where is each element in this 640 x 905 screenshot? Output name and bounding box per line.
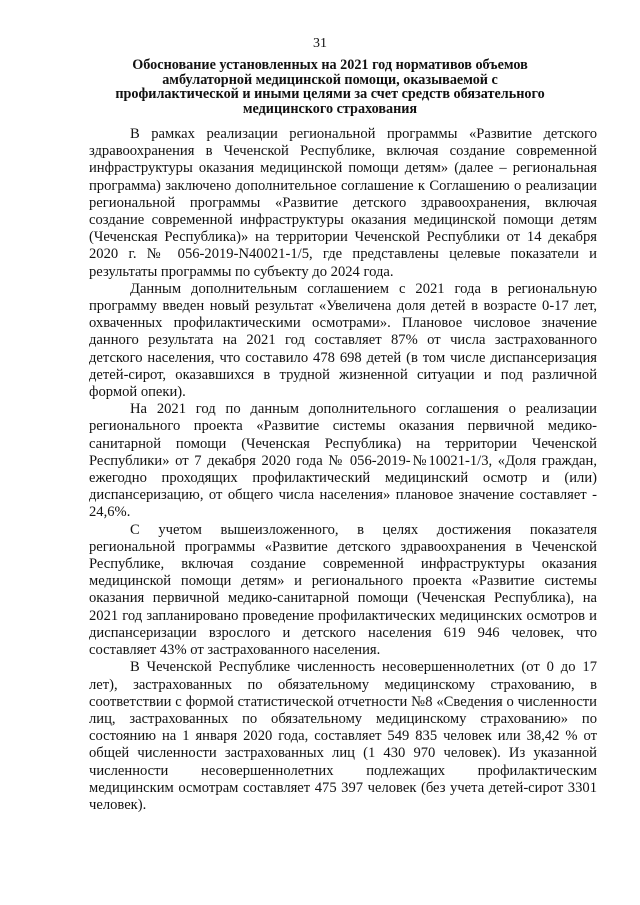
paragraph-2: Данным дополнительным соглашением с 2021 года в региональную программу введен новый результат «Увеличена доля детей в возрасте 0-17 лет, охваченных профилактическими осмотрами». Плановое числовое значение данного результата на 2021 год составляет 87% от числа застрахованного детского населения, что составило 478 698 детей (в том числе диспансеризация детей-сирот, оказавшихся в трудной жизненной ситуации и под различной формой опеки).	[89, 280, 597, 401]
paragraph-5: В Чеченской Республике численность несовершеннолетних (от 0 до 17 лет), застрахованных по обязательному медицинскому страхованию, в соответствии с формой статистической отчетности №8 «Сведения о численности лиц, застрахованных по обязательному медицинскому страхованию» по состоянию на 1 января 2020 года, составляет 549 835 человек или 38,42 % от общей численности застрахованных лиц (1 430 970 человек). Из указанной численности несовершеннолетних подлежащих профилактическим медицинским осмотрам составляет 475 397 человек (без учета детей-сирот 3301 человек).	[89, 659, 597, 813]
document-body	[89, 126, 597, 814]
paragraph-3: На 2021 год по данным дополнительного соглашения о реализации регионального проекта «Развитие системы оказания первичной медико-санитарной помощи (Чеченская Республика) на территории Чеченской Республики» от 7 декабря 2020 года № 056-2019-№10021-1/3, «Доля граждан, ежегодно проходящих профилактический медицинский осмотр и (или) диспансеризацию, от общего числа населения» плановое значение составляет - 24,6%.	[89, 401, 597, 521]
paragraph-4: С учетом вышеизложенного, в целях достижения показателя региональной программы «Развитие детского здравоохранения в Чеченской Республике, включая создание современной инфраструктуры оказания медицинской помощи детям» и регионального проекта «Развитие системы оказания первичной медико-санитарной помощи (Чеченская Республика), на 2021 год запланировано проведение профилактических медицинских осмотров и диспансеризации взрослого и детского населения 619 946 человек, что составляет 43% от застрахованного населения.	[89, 521, 597, 659]
paragraph-1: В рамках реализации региональной программы «Развитие детского здравоохранения в Чеченской Республике, включая создание современной инфраструктуры оказания медицинской помощи детям» (далее – региональная программа) заключено дополнительное соглашение к Соглашению о реализации региональной программы «Развитие детского здравоохранения, включая создание современной инфраструктуры оказания медицинской помощи детям (Чеченская Республика)» на территории Чеченской Республики от 14 декабря 2020 г. № 056-2019-N40021-1/5, где представлены целевые показатели и результаты программы по субъекту до 2024 года.	[89, 126, 597, 280]
page-number: 31	[313, 36, 327, 51]
document-title: Обоснование установленных на 2021 год нормативов объемов амбулаторной медицинской помощи, оказываемой с профилактической и иными целями за счет средств обязательного медицинского страхования	[115, 57, 545, 117]
